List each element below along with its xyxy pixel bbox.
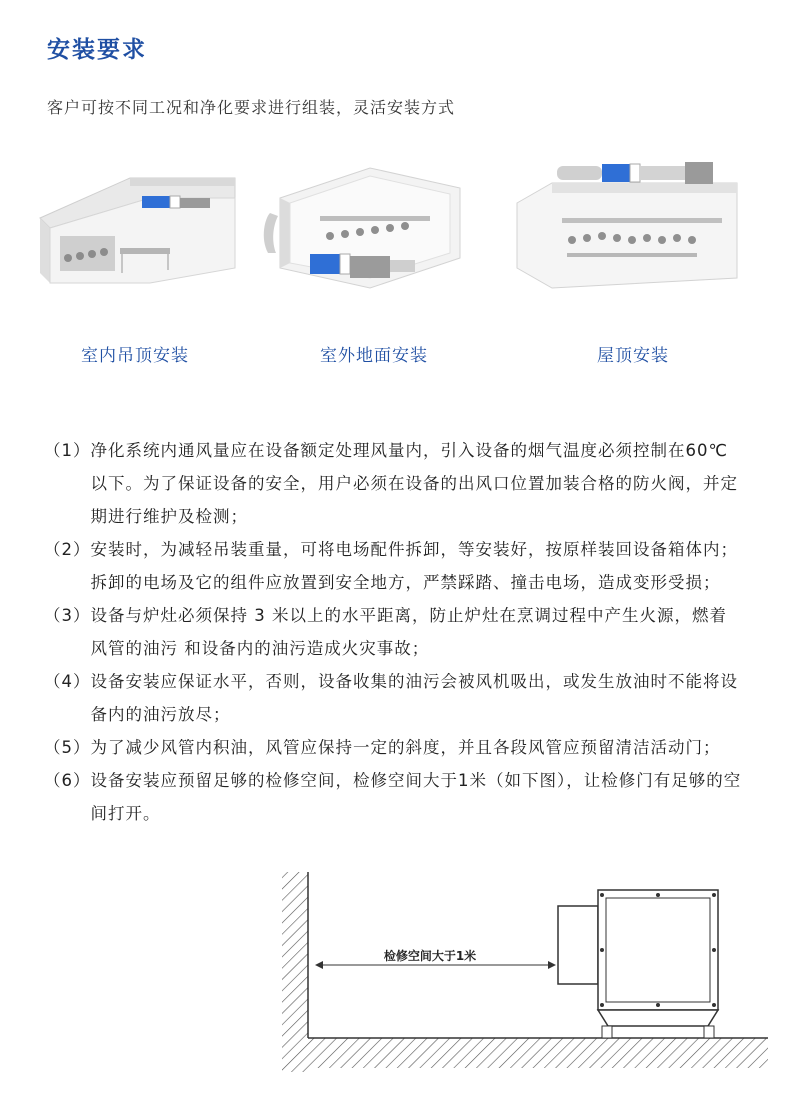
- requirements-list: [44, 434, 744, 830]
- requirement-text: 设备安装应预留足够的检修空间，检修空间大于1米（如下图），让检修门有足够的空间打开。: [90, 771, 742, 823]
- requirement-text: 安装时，为减轻吊装重量，可将电场配件拆卸，等安装好，按原样装回设备箱体内；拆卸的电场及它的组件应放置到安全地方，严禁踩踏、撞击电场，造成变形受损；: [90, 540, 738, 592]
- requirement-number: （3）: [44, 606, 91, 625]
- requirement-item: [44, 434, 744, 533]
- requirement-item: [44, 731, 744, 764]
- requirement-item: [44, 533, 744, 599]
- floor-hatch: [308, 1038, 768, 1068]
- clearance-label: 检修空间大于1米: [383, 949, 477, 963]
- indoor-ceiling-illustration: [30, 158, 245, 293]
- maintenance-clearance-diagram: [280, 868, 770, 1087]
- requirement-text: 为了减少风管内积油，风管应保持一定的斜度，并且各段风管应预留清洁活动门；: [90, 738, 721, 757]
- requirement-text: 净化系统内通风量应在设备额定处理风量内，引入设备的烟气温度必须控制在60℃以下。为了保证设备的安全，用户必须在设备的出风口位置加装合格的防火阀，并定期进行维护及检测；: [90, 441, 738, 526]
- requirement-item: [44, 764, 744, 830]
- requirement-number: （4）: [44, 672, 91, 691]
- requirement-item: [44, 599, 744, 665]
- wall-hatch: [282, 872, 308, 1072]
- requirement-number: （6）: [44, 771, 91, 790]
- requirement-number: （1）: [44, 441, 91, 460]
- requirement-number: （2）: [44, 540, 91, 559]
- caption-rooftop: 屋顶安装: [597, 346, 669, 366]
- requirement-number: （5）: [44, 738, 91, 757]
- rooftop-illustration: [512, 158, 742, 293]
- page-subtitle: 客户可按不同工况和净化要求进行组装，灵活安装方式: [47, 98, 456, 117]
- requirement-text: 设备与炉灶必须保持 3 米以上的水平距离，防止炉灶在烹调过程中产生火源，燃着风管的油污 和设备内的油污造成火灾事故；: [90, 606, 727, 658]
- requirement-text: 设备安装应保证水平，否则，设备收集的油污会被风机吸出，或发生放油时不能将设备内的油污放尽；: [90, 672, 738, 724]
- caption-indoor-ceiling: 室内吊顶安装: [81, 346, 189, 366]
- caption-outdoor-ground: 室外地面安装: [320, 346, 428, 366]
- requirement-item: [44, 665, 744, 731]
- outdoor-ground-illustration: [260, 158, 470, 298]
- page-title: 安装要求: [47, 37, 147, 63]
